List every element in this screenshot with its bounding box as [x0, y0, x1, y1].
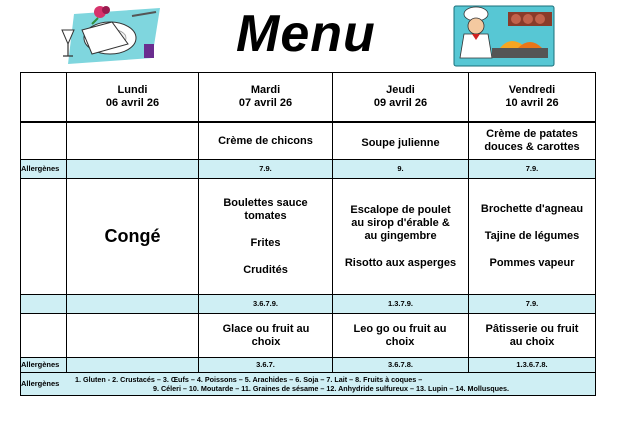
allergen-legend-line: 1. Gluten - 2. Crustacés – 3. Œufs – 4. Poissons – 5. Arachides – 6. Soja – 7. Lait – 8. Fruits à coques –	[75, 374, 423, 384]
divider	[20, 395, 596, 396]
main-allergen-vendredi: 7.9.	[525, 299, 539, 308]
day-date: 07 avril 26	[238, 97, 293, 109]
table-setting-clipart-icon	[52, 4, 164, 68]
main-dish: Escalope de poulet au sirop d'érable & au gingembre	[350, 203, 451, 242]
monday-closed-note: Congé	[104, 226, 161, 246]
day-date: 09 avril 26	[373, 97, 428, 109]
main-dish: Pommes vapeur	[489, 257, 575, 269]
main-mardi	[199, 179, 332, 294]
main-allergen-jeudi: 1.3.7.9.	[387, 299, 414, 308]
main-dish: Frites	[250, 236, 281, 249]
main-dish: Tajine de légumes	[484, 230, 580, 242]
day-date: 06 avril 26	[105, 97, 160, 109]
soup-vendredi: Crème de patates douces & carottes	[484, 128, 580, 153]
allergen-row-label: Allergènes	[21, 164, 60, 173]
allergen-legend-label: Allergènes	[21, 379, 60, 388]
divider	[595, 72, 596, 396]
main-allergen-mardi: 3.6.7.9.	[252, 299, 279, 308]
day-name: Vendredi	[508, 84, 556, 96]
soup-jeudi: Soupe julienne	[361, 136, 440, 149]
dessert-jeudi: Leo go ou fruit au choix	[353, 322, 447, 348]
dessert-allergen-jeudi: 3.6.7.8.	[387, 360, 414, 369]
day-name: Mardi	[250, 84, 281, 96]
day-name: Lundi	[117, 84, 148, 96]
day-header-vendredi	[469, 76, 595, 118]
soup-allergen-mardi: 7.9.	[259, 164, 272, 173]
soup-mardi: Crème de chicons	[218, 134, 313, 147]
menu-table	[20, 72, 596, 396]
main-dish: Brochette d'agneau	[480, 203, 584, 215]
soup-allergen-jeudi: 9.	[397, 164, 404, 173]
day-header-mardi	[199, 76, 332, 118]
allergen-row-label: Allergènes	[21, 360, 60, 369]
dessert-allergen-vendredi: 1.3.6.7.8.	[516, 360, 548, 369]
main-vendredi	[469, 179, 595, 294]
day-name: Jeudi	[386, 84, 415, 96]
divider	[20, 72, 596, 73]
main-jeudi	[333, 179, 468, 294]
chef-cooking-clipart-icon	[452, 4, 556, 68]
day-header-lundi	[67, 76, 198, 118]
menu-title: Menu	[236, 5, 376, 63]
day-date: 10 avril 26	[505, 97, 559, 109]
soup-allergen-vendredi: 7.9.	[525, 164, 539, 173]
allergen-legend	[67, 372, 595, 395]
divider	[20, 72, 21, 396]
dessert-allergen-mardi: 3.6.7.	[256, 360, 275, 369]
main-dish: Boulettes sauce tomates	[223, 196, 308, 222]
dessert-vendredi: Pâtisserie ou fruit au choix	[485, 322, 579, 348]
main-dish: Crudités	[243, 263, 288, 276]
allergen-legend-line: 9. Céleri – 10. Moutarde – 11. Graines de sésame – 12. Anhydride sulfureux – 13. Lupin – 14. Mollusques.	[152, 383, 510, 393]
main-dish: Risotto aux asperges	[344, 256, 457, 269]
dessert-mardi: Glace ou fruit au choix	[222, 322, 310, 348]
day-header-jeudi	[333, 76, 468, 118]
